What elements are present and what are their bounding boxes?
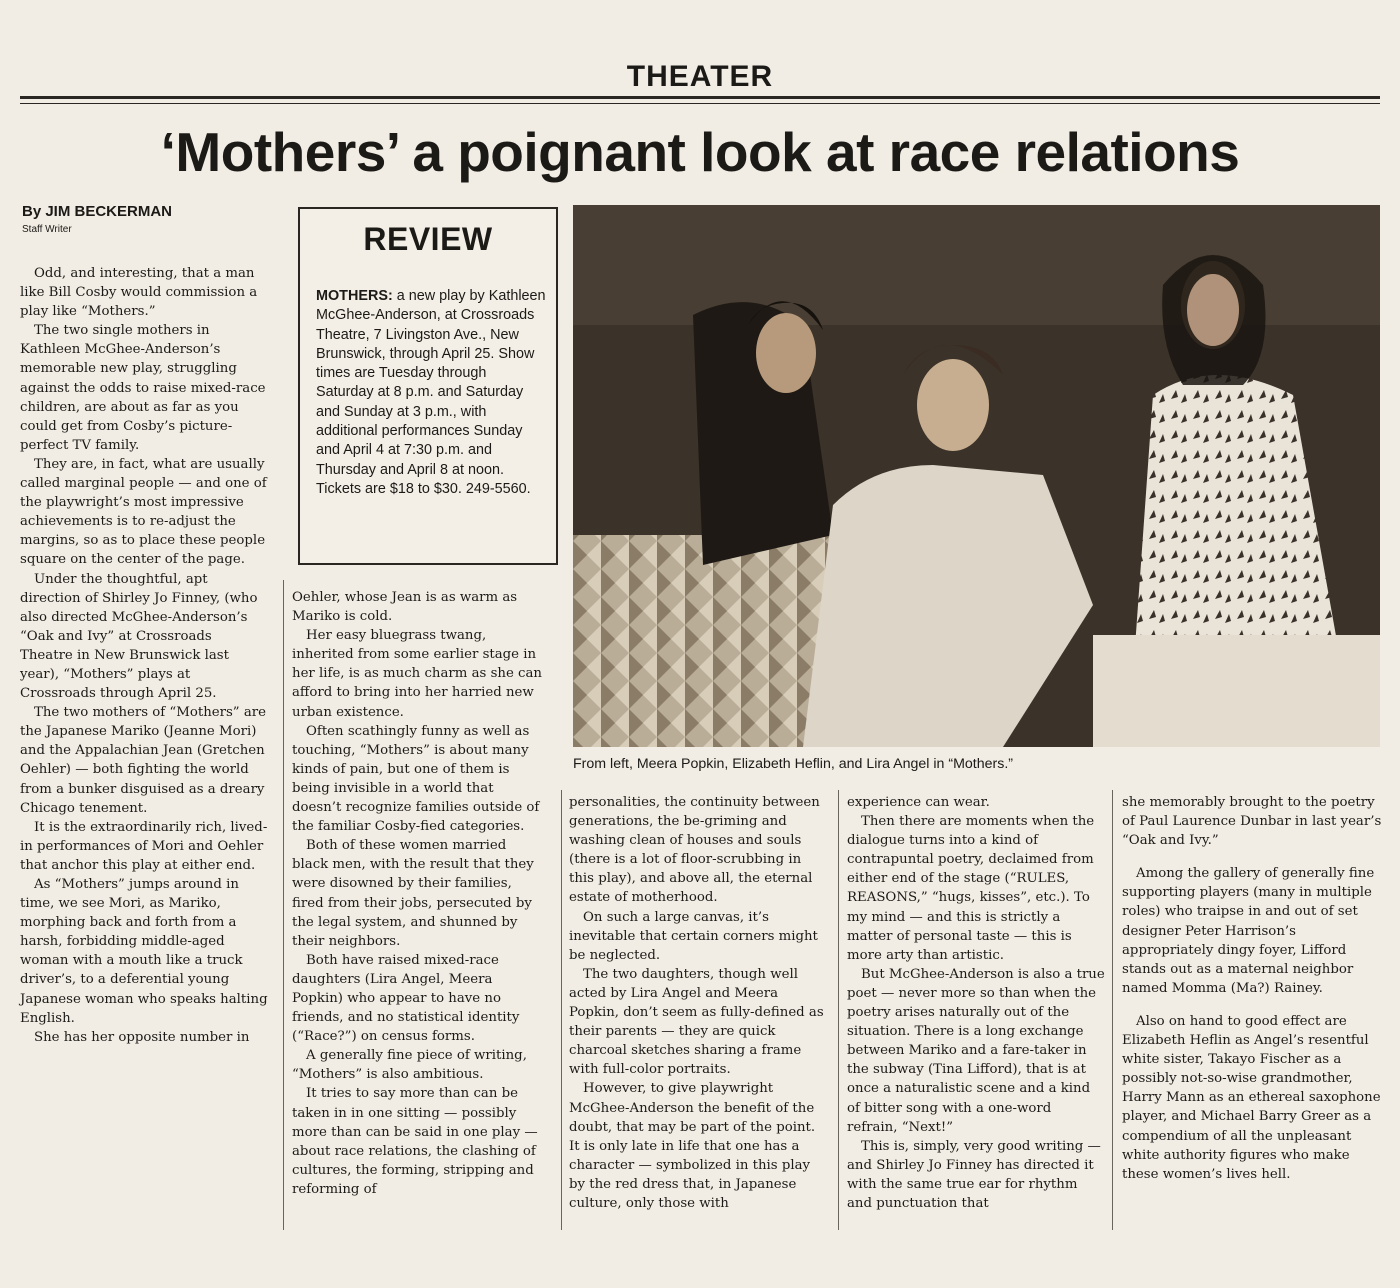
article-column-2 <box>292 588 544 1199</box>
paragraph: As “Mothers” jumps around in time, we see Mori, as Mariko, morphing back and forth from a harsh, forbidding middle-aged woman with a mouth like a truck driver’s, to a deferential young Japanese woman who speaks halting English. <box>20 877 268 1026</box>
photo-caption: From left, Meera Popkin, Elizabeth Heflin, and Lira Angel in “Mothers.” <box>573 756 1014 772</box>
article-column-1 <box>20 264 268 1047</box>
paragraph: Also on hand to good effect are Elizabeth Heflin as Angel’s resentful white sister, Takayo Fischer as a possibly not-so-wise grandmother, Harry Mann as an ethereal saxophone player, and Michael Barry Greer as a compendium of all the unpleasant white authority figures who make these women’s lives hell. <box>1122 1013 1381 1182</box>
article-column-4 <box>847 793 1105 1213</box>
review-lead: MOTHERS: <box>316 288 393 304</box>
column-rule <box>283 580 284 1230</box>
top-rule-thin <box>20 103 1380 104</box>
paragraph: Oehler, whose Jean is as warm as Mariko is cold. <box>292 590 518 625</box>
paragraph: Her easy bluegrass twang, inherited from some earlier stage in her life, is as much charm as she can afford to bring into her harried new urban existence. <box>292 628 542 720</box>
paragraph: Then there are moments when the dialogue turns into a kind of contrapuntal poetry, declaimed from either end of the stage (“RULES, REASONS,” “hugs, kisses”, etc.). To my mind — and this is strictly a matter of personal taste — this is more arty than artistic. <box>847 814 1095 963</box>
paragraph: Among the gallery of generally fine supporting players (many in multiple roles) who traipse in and out of set designer Peter Harrison’s appropriately dingy foyer, Lifford stands out as a maternal neighbor named Momma (Ma?) Rainey. <box>1122 866 1375 996</box>
byline: By JIM BECKERMAN <box>22 203 173 220</box>
column-rule <box>838 790 839 1230</box>
paragraph: It is the extraordinarily rich, lived-in performances of Mori and Oehler that anchor this play at either end. <box>20 819 268 873</box>
headline: ‘Mothers’ a poignant look at race relations <box>160 121 1240 183</box>
paragraph: experience can wear. <box>847 795 990 810</box>
review-box <box>298 207 558 565</box>
production-photo <box>573 205 1380 747</box>
paragraph: But McGhee-Anderson is also a true poet — never more so than when the poetry arises naturally out of the situation. There is a long exchange between Mariko and a fare-taker in the subway (Tina Lifford), that is at once a naturalistic scene and a kind of bitter song with a one-word refrain, “Next!” <box>847 966 1105 1135</box>
paragraph: she memorably brought to the poetry of Paul Laurence Dunbar in last year’s “Oak and Ivy.” <box>1122 795 1382 849</box>
section-label: THEATER <box>626 60 774 93</box>
paragraph: They are, in fact, what are usually called marginal people — and one of the playwright’s most impressive achievements is to re-adjust the margins, so as to place these people square on the center of the page. <box>20 456 267 568</box>
paragraph: Both have raised mixed-race daughters (Lira Angel, Meera Popkin) who appear to have no friends, and no statistical identity (“Race?”) on census forms. <box>292 952 520 1045</box>
paragraph: This is, simply, very good writing — and Shirley Jo Finney has directed it with the same true ear for rhythm and punctuation that <box>847 1138 1101 1211</box>
paragraph: Often scathingly funny as well as touching, “Mothers” is about many kinds of pain, but one of them is being invisible in a world that doesn’t recognize families outside of the familiar Cosby-fied categories. <box>292 723 540 835</box>
paragraph: Under the thoughtful, apt direction of Shirley Jo Finney, (who also directed McGhee-Anderson’s “Oak and Ivy” at Crossroads Theatre in New Brunswick last year), “Mothers” plays at Crossroads through April 25. <box>20 571 258 702</box>
byline-title: Staff Writer <box>22 224 72 235</box>
paragraph: On such a large canvas, it’s inevitable that certain corners might be neglected. <box>569 909 818 963</box>
paragraph: personalities, the continuity between generations, the be-griming and washing clean of houses and souls (there is a lot of floor-scrubbing in this play), and above all, the eternal estate of motherhood. <box>569 795 820 906</box>
paragraph: The two mothers of “Mothers” are the Japanese Mariko (Jeanne Mori) and the Appalachian Jean (Gretchen Oehler) — both fighting the world from a bunker disguised as a dreary Chicago tenement. <box>20 705 266 816</box>
article-column-5 <box>1122 793 1384 1184</box>
paragraph: The two single mothers in Kathleen McGhee-Anderson’s memorable new play, struggling against the odds to raise mixed-race children, are about as far as you could get from Cosby’s picture-perfect TV family. <box>20 323 266 453</box>
paragraph: However, to give playwright McGhee-Anderson the benefit of the doubt, that may be part of the point. It is only late in life that one has a character — symbolized in this play by the red dress that, in Japanese culture, only those with <box>569 1081 816 1211</box>
article-column-3 <box>569 793 829 1213</box>
review-details <box>316 287 546 499</box>
paragraph: She has her opposite number in <box>34 1029 250 1045</box>
column-rule <box>1112 790 1113 1230</box>
paragraph: Both of these women married black men, with the result that they were disowned by their families, fired from their jobs, persecuted by the legal system, and shunned by their neighbors. <box>292 838 534 949</box>
photo-illustration <box>573 205 1380 747</box>
review-heading: REVIEW <box>363 221 493 257</box>
paragraph: It tries to say more than can be taken in in one sitting — possibly more than can be said in one play — about race relations, the clashing of cultures, the forming, stripping and reforming of <box>292 1086 538 1197</box>
column-rule <box>561 790 562 1230</box>
paragraph: The two daughters, though well acted by Lira Angel and Meera Popkin, don’t seem as fully-defined as their parents — they are quick charcoal sketches sharing a frame with full-color portraits. <box>569 966 824 1078</box>
review-body: a new play by Kathleen McGhee-Anderson, at Crossroads Theatre, 7 Livingston Ave., New Brunswick, through April 25. Show times are Tuesday through Saturday at 8 p.m. and Saturday and Sunday at 3 p.m., with additional performances Sunday and April 4 at 7:30 p.m. and Thursday and April 8 at noon. Tickets are $18 to $30. 249-5560. <box>316 288 546 497</box>
paragraph: A generally fine piece of writing, “Mothers” is also ambitious. <box>292 1048 527 1083</box>
paragraph: Odd, and interesting, that a man like Bill Cosby would commission a play like “Mothers.” <box>20 266 258 320</box>
